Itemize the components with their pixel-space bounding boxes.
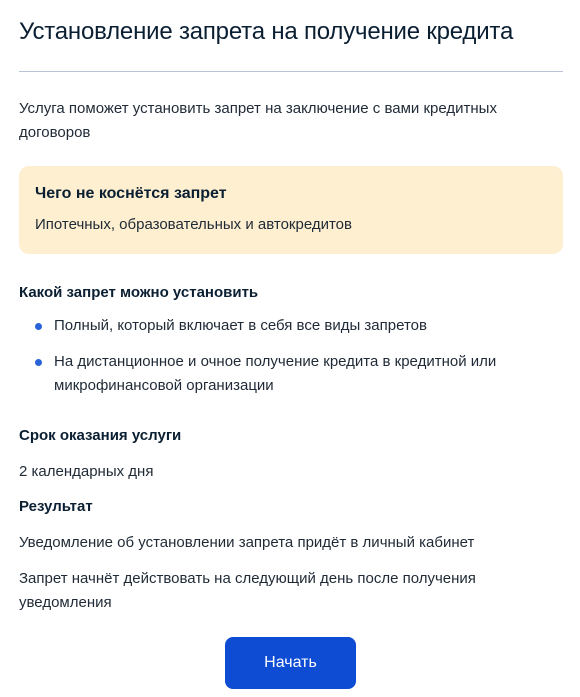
result-line: Уведомление об установлении запрета придёт в личный кабинет xyxy=(19,534,475,551)
exception-notice xyxy=(19,166,563,254)
list-item xyxy=(19,350,563,398)
bullet-dot-icon xyxy=(35,323,42,330)
bullet-dot-icon xyxy=(35,359,42,366)
list-item xyxy=(19,314,563,338)
page-title: Установление запрета на получение кредита xyxy=(19,18,514,45)
notice-text: Ипотечных, образовательных и автокредитов xyxy=(35,216,352,233)
ban-types-heading: Какой запрет можно установить xyxy=(19,284,259,301)
term-value: 2 календарных дня xyxy=(19,463,154,480)
list-item-text: Полный, который включает в себя все виды запретов xyxy=(54,317,427,334)
ban-types-list xyxy=(19,314,563,398)
service-intro: Услуга поможет установить запрет на заключение с вами кредитных договоров xyxy=(19,100,497,141)
list-item-text: На дистанционное и очное получение кредита в кредитной или микрофинансовой организации xyxy=(54,353,497,394)
result-line: Запрет начнёт действовать на следующий день после получения уведомления xyxy=(19,570,476,611)
term-heading: Срок оказания услуги xyxy=(19,427,182,444)
notice-title: Чего не коснётся запрет xyxy=(35,185,227,202)
start-button[interactable]: Начать xyxy=(225,637,356,689)
result-heading: Результат xyxy=(19,498,93,515)
title-divider xyxy=(19,71,563,72)
